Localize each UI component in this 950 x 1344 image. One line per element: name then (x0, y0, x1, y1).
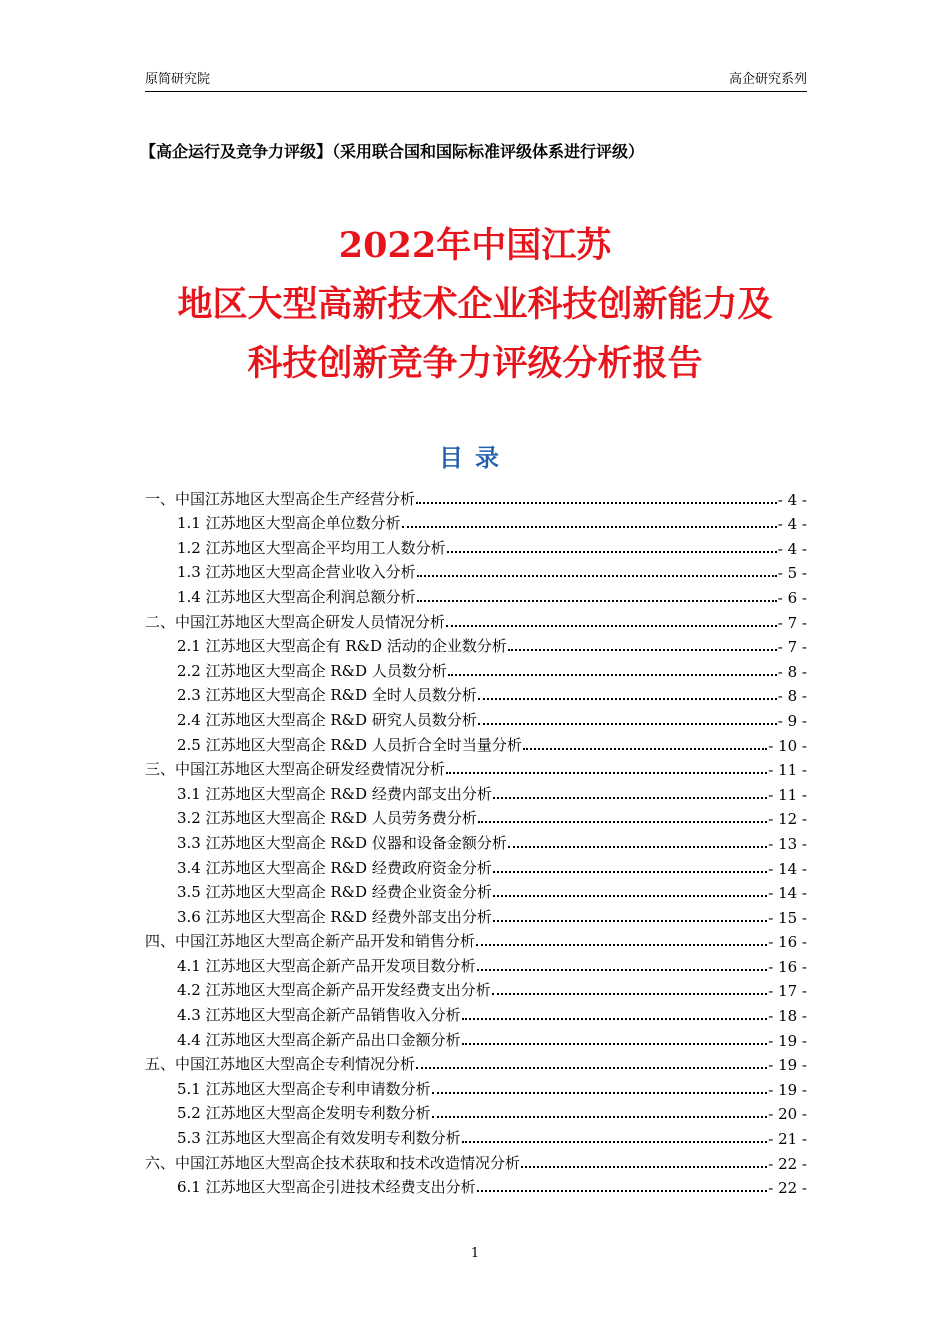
toc-entry-page: - 16 - (768, 957, 807, 976)
toc-subsection-entry[interactable] (145, 828, 807, 853)
toc-entry-label: 四、中国江苏地区大型高企新产品开发和销售分析 (145, 932, 476, 951)
toc-dot-leader (508, 846, 767, 848)
toc-dot-leader (476, 944, 767, 946)
toc-section-entry[interactable] (145, 927, 807, 952)
toc-dot-leader (478, 723, 777, 725)
toc-entry-page: - 20 - (768, 1105, 807, 1124)
toc-subsection-entry[interactable] (145, 509, 807, 534)
toc-entry-label: 一、中国江苏地区大型高企生产经营分析 (145, 489, 416, 508)
toc-dot-leader (416, 502, 777, 504)
toc-entry-page: - 8 - (777, 687, 807, 706)
toc-entry-page: - 11 - (768, 785, 807, 804)
toc-heading: 目录 (439, 444, 511, 472)
toc-entry-page: - 18 - (768, 1007, 807, 1026)
toc-entry-label: 5.2 江苏地区大型高企发明专利数分析 (177, 1104, 431, 1123)
toc-subsection-entry[interactable] (145, 558, 807, 583)
toc-entry-page: - 6 - (777, 588, 807, 607)
toc-dot-leader (446, 625, 777, 627)
report-title-line-2: 地区大型高新技术企业科技创新能力及 (177, 284, 773, 325)
toc-subsection-entry[interactable] (145, 632, 807, 657)
toc-entry-page: - 13 - (768, 834, 807, 853)
toc-dot-leader (477, 969, 768, 971)
toc-entry-label: 2.1 江苏地区大型高企有 R&D 活动的企业数分析 (177, 637, 507, 656)
toc-dot-leader (493, 871, 767, 873)
toc-section-entry[interactable] (145, 1148, 807, 1173)
toc-dot-leader (446, 772, 767, 774)
toc-entry-label: 4.1 江苏地区大型高企新产品开发项目数分析 (177, 956, 476, 975)
toc-entry-page: - 14 - (768, 859, 807, 878)
toc-entry-page: - 14 - (768, 884, 807, 903)
toc-subsection-entry[interactable] (145, 976, 807, 1001)
toc-entry-label: 4.4 江苏地区大型高企新产品出口金额分析 (177, 1030, 461, 1049)
toc-entry-page: - 22 - (768, 1154, 807, 1173)
toc-subsection-entry[interactable] (145, 705, 807, 730)
toc-dot-leader (477, 1190, 768, 1192)
toc-entry-label: 3.3 江苏地区大型高企 R&D 仪器和设备金额分析 (177, 833, 507, 852)
toc-dot-leader (416, 1067, 767, 1069)
toc-dot-leader (462, 1141, 768, 1143)
toc-subsection-entry[interactable] (145, 902, 807, 927)
toc-entry-label: 三、中国江苏地区大型高企研发经费情况分析 (145, 760, 446, 779)
toc-entry-label: 六、中国江苏地区大型高企技术获取和技术改造情况分析 (145, 1153, 521, 1172)
toc-entry-page: - 11 - (768, 761, 807, 780)
toc-dot-leader (432, 1092, 768, 1094)
toc-subsection-entry[interactable] (145, 779, 807, 804)
toc-entry-page: - 7 - (777, 638, 807, 657)
toc-entry-page: - 4 - (777, 490, 807, 509)
toc-entry-page: - 7 - (777, 613, 807, 632)
toc-dot-leader (523, 748, 767, 750)
toc-entry-page: - 4 - (777, 515, 807, 534)
toc-entry-label: 2.3 江苏地区大型高企 R&D 全时人员数分析 (177, 686, 477, 705)
toc-entry-page: - 19 - (768, 1080, 807, 1099)
toc-dot-leader (448, 674, 777, 676)
toc-subsection-entry[interactable] (145, 1173, 807, 1198)
toc-section-entry[interactable] (145, 484, 807, 509)
toc-entry-label: 3.2 江苏地区大型高企 R&D 人员劳务费分析 (177, 809, 477, 828)
toc-dot-leader (417, 575, 777, 577)
toc-entry-label: 6.1 江苏地区大型高企引进技术经费支出分析 (177, 1178, 476, 1197)
toc-entry-label: 3.5 江苏地区大型高企 R&D 经费企业资金分析 (177, 883, 492, 902)
toc-entry-label: 五、中国江苏地区大型高企专利情况分析 (145, 1055, 416, 1074)
toc-entry-label: 2.4 江苏地区大型高企 R&D 研究人员数分析 (177, 710, 477, 729)
toc-dot-leader (521, 1166, 767, 1168)
toc-dot-leader (493, 920, 767, 922)
toc-entry-label: 3.6 江苏地区大型高企 R&D 经费外部支出分析 (177, 907, 492, 926)
toc-subsection-entry[interactable] (145, 681, 807, 706)
header-series-name: 高企研究系列 (728, 72, 807, 87)
toc-subsection-entry[interactable] (145, 656, 807, 681)
toc-dot-leader (447, 551, 777, 553)
toc-entry-page: - 9 - (777, 711, 807, 730)
toc-subsection-entry[interactable] (145, 804, 807, 829)
toc-dot-leader (462, 1018, 768, 1020)
toc-subsection-entry[interactable] (145, 1123, 807, 1148)
page-header (145, 66, 807, 92)
toc-entry-label: 5.3 江苏地区大型高企有效发明专利数分析 (177, 1129, 461, 1148)
toc-entry-page: - 10 - (768, 736, 807, 755)
toc-subsection-entry[interactable] (145, 878, 807, 903)
toc-dot-leader (508, 649, 777, 651)
report-tagline: 【高企运行及竞争力评级】（采用联合国和国际标准评级体系进行评级） (140, 142, 645, 161)
toc-subsection-entry[interactable] (145, 951, 807, 976)
toc-entry-page: - 15 - (768, 908, 807, 927)
report-title-line-1: 2022年中国江苏 (338, 225, 612, 266)
toc-entry-label: 4.2 江苏地区大型高企新产品开发经费支出分析 (177, 981, 491, 1000)
toc-subsection-entry[interactable] (145, 1074, 807, 1099)
toc-entry-page: - 17 - (768, 982, 807, 1001)
toc-entry-label: 3.1 江苏地区大型高企 R&D 经费内部支出分析 (177, 784, 492, 803)
table-of-contents (145, 484, 807, 1197)
toc-entry-page: - 21 - (768, 1130, 807, 1149)
toc-entry-page: - 5 - (777, 564, 807, 583)
toc-entry-label: 1.2 江苏地区大型高企平均用工人数分析 (177, 538, 446, 557)
header-org-name: 原简研究院 (145, 72, 211, 87)
toc-subsection-entry[interactable] (145, 1099, 807, 1124)
toc-entry-label: 3.4 江苏地区大型高企 R&D 经费政府资金分析 (177, 858, 492, 877)
page-number: 1 (470, 1246, 480, 1261)
toc-dot-leader (493, 797, 767, 799)
toc-subsection-entry[interactable] (145, 1025, 807, 1050)
toc-dot-leader (493, 895, 767, 897)
toc-entry-label: 1.3 江苏地区大型高企营业收入分析 (177, 563, 416, 582)
toc-entry-label: 5.1 江苏地区大型高企专利申请数分析 (177, 1079, 431, 1098)
toc-entry-page: - 4 - (777, 539, 807, 558)
report-title (0, 216, 950, 393)
toc-entry-page: - 8 - (777, 662, 807, 681)
toc-subsection-entry[interactable] (145, 582, 807, 607)
toc-subsection-entry[interactable] (145, 1000, 807, 1025)
toc-entry-label: 1.4 江苏地区大型高企利润总额分析 (177, 587, 416, 606)
toc-entry-label: 二、中国江苏地区大型高企研发人员情况分析 (145, 612, 446, 631)
toc-subsection-entry[interactable] (145, 730, 807, 755)
toc-subsection-entry[interactable] (145, 533, 807, 558)
toc-entry-label: 1.1 江苏地区大型高企单位数分析 (177, 514, 401, 533)
toc-dot-leader (402, 526, 777, 528)
toc-entry-label: 4.3 江苏地区大型高企新产品销售收入分析 (177, 1006, 461, 1025)
toc-dot-leader (492, 993, 768, 995)
toc-subsection-entry[interactable] (145, 853, 807, 878)
toc-entry-page: - 19 - (768, 1056, 807, 1075)
toc-dot-leader (478, 698, 777, 700)
report-title-line-3: 科技创新竞争力评级分析报告 (247, 343, 703, 384)
toc-dot-leader (462, 1043, 768, 1045)
toc-dot-leader (478, 821, 767, 823)
toc-section-entry[interactable] (145, 755, 807, 780)
toc-entry-page: - 12 - (768, 810, 807, 829)
toc-entry-label: 2.2 江苏地区大型高企 R&D 人员数分析 (177, 661, 447, 680)
toc-entry-label: 2.5 江苏地区大型高企 R&D 人员折合全时当量分析 (177, 735, 522, 754)
toc-entry-page: - 19 - (768, 1031, 807, 1050)
toc-entry-page: - 16 - (768, 933, 807, 952)
toc-section-entry[interactable] (145, 607, 807, 632)
toc-entry-page: - 22 - (768, 1179, 807, 1198)
toc-dot-leader (417, 600, 777, 602)
toc-dot-leader (432, 1116, 768, 1118)
toc-section-entry[interactable] (145, 1050, 807, 1075)
